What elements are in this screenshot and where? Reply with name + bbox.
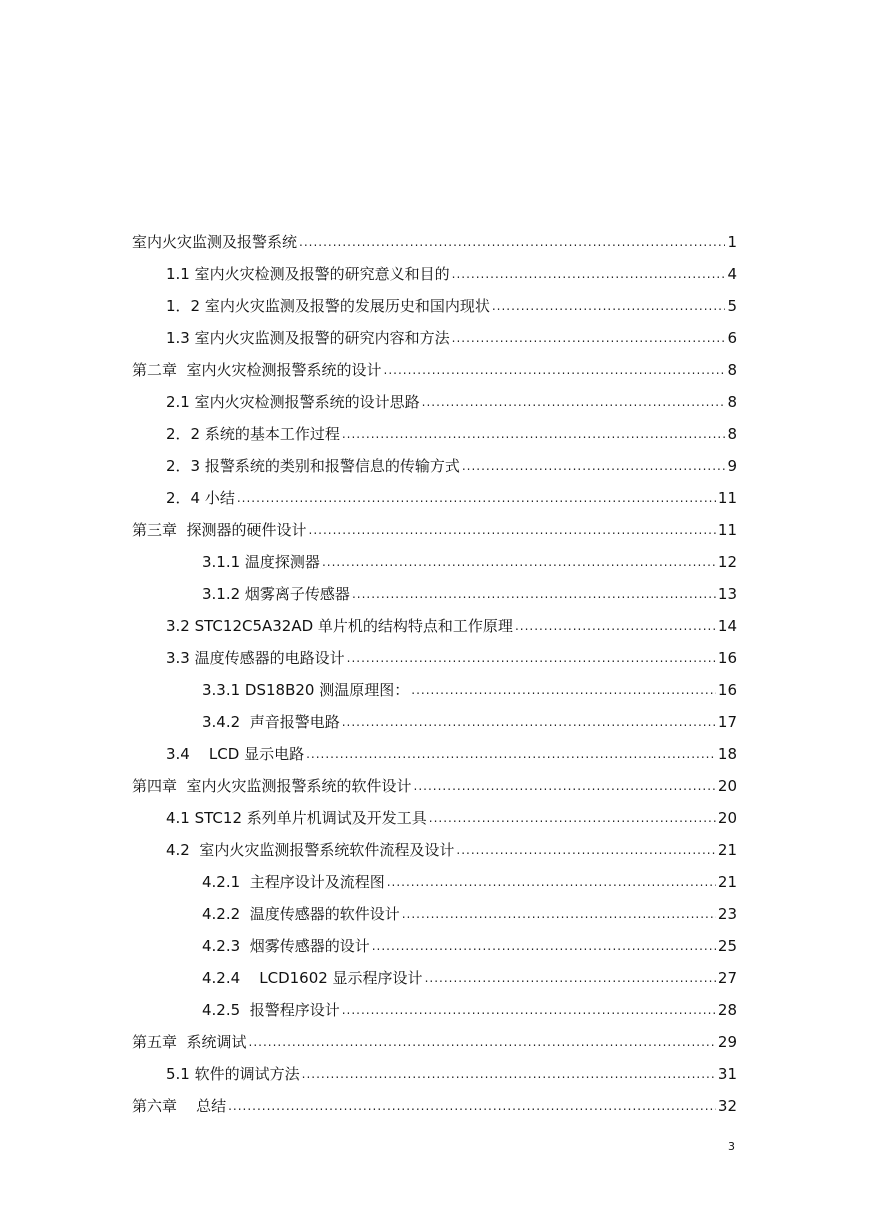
toc-entry[interactable] bbox=[0, 834, 869, 866]
toc-entry[interactable] bbox=[0, 642, 869, 674]
toc-entry-title: 5.1 软件的调试方法 bbox=[166, 1065, 300, 1083]
toc-entry[interactable] bbox=[0, 738, 869, 770]
toc-entry-title: 4.2.3 烟雾传感器的设计 bbox=[202, 937, 370, 955]
toc-dot-leader bbox=[462, 450, 726, 482]
toc-entry-page: 17 bbox=[717, 713, 737, 731]
toc-entry[interactable] bbox=[0, 450, 869, 482]
toc-dot-leader bbox=[347, 642, 716, 674]
toc-entry-page: 20 bbox=[717, 777, 737, 795]
toc-entry[interactable] bbox=[0, 514, 869, 546]
toc-dot-leader bbox=[322, 546, 716, 578]
toc-entry-title: 第五章 系统调试 bbox=[132, 1033, 247, 1051]
toc-dot-leader bbox=[306, 738, 716, 770]
toc-dot-leader bbox=[515, 610, 716, 642]
toc-entry[interactable] bbox=[0, 1058, 869, 1090]
toc-entry[interactable] bbox=[0, 610, 869, 642]
toc-dot-leader bbox=[425, 962, 716, 994]
toc-entry-title: 3.3.1 DS18B20 测温原理图： bbox=[202, 681, 410, 699]
toc-dot-leader bbox=[372, 930, 716, 962]
toc-entry-title: 第三章 探测器的硬件设计 bbox=[132, 521, 307, 539]
toc-entry[interactable] bbox=[0, 418, 869, 450]
toc-entry[interactable] bbox=[0, 1026, 869, 1058]
toc-entry-page: 11 bbox=[717, 489, 737, 507]
toc-dot-leader bbox=[414, 770, 716, 802]
toc-entry-title: 1.1 室内火灾检测及报警的研究意义和目的 bbox=[166, 265, 450, 283]
toc-entry-title: 3.4.2 声音报警电路 bbox=[202, 713, 340, 731]
toc-dot-leader bbox=[402, 898, 716, 930]
toc-entry-page: 31 bbox=[717, 1065, 737, 1083]
toc-entry[interactable] bbox=[0, 866, 869, 898]
toc-entry-title: 第二章 室内火灾检测报警系统的设计 bbox=[132, 361, 382, 379]
toc-dot-leader bbox=[452, 258, 726, 290]
toc-dot-leader bbox=[492, 290, 726, 322]
toc-dot-leader bbox=[352, 578, 716, 610]
toc-entry-title: 4.2.2 温度传感器的软件设计 bbox=[202, 905, 400, 923]
toc-entry-page: 9 bbox=[727, 457, 737, 475]
toc-dot-leader bbox=[249, 1026, 716, 1058]
toc-entry-title: 3.1.1 温度探测器 bbox=[202, 553, 320, 571]
toc-entry-page: 27 bbox=[717, 969, 737, 987]
toc-entry[interactable] bbox=[0, 674, 869, 706]
toc-entry-page: 32 bbox=[717, 1097, 737, 1115]
toc-entry[interactable] bbox=[0, 546, 869, 578]
toc-dot-leader bbox=[456, 834, 716, 866]
toc-entry-title: 1．2 室内火灾监测及报警的发展历史和国内现状 bbox=[166, 297, 490, 315]
toc-entry-page: 18 bbox=[717, 745, 737, 763]
toc-entry-page: 25 bbox=[717, 937, 737, 955]
toc-entry-title: 4.1 STC12 系列单片机调试及开发工具 bbox=[166, 809, 427, 827]
toc-entry-title: 4.2.5 报警程序设计 bbox=[202, 1001, 340, 1019]
toc-entry-title: 3.4 LCD 显示电路 bbox=[166, 745, 305, 763]
page-number: 3 bbox=[728, 1140, 735, 1153]
toc-entry-page: 23 bbox=[717, 905, 737, 923]
toc-entry[interactable] bbox=[0, 898, 869, 930]
toc-entry-page: 8 bbox=[727, 361, 737, 379]
toc-entry-page: 1 bbox=[727, 233, 737, 251]
toc-entry[interactable] bbox=[0, 770, 869, 802]
toc-entry-page: 11 bbox=[717, 521, 737, 539]
toc-entry-title: 1.3 室内火灾监测及报警的研究内容和方法 bbox=[166, 329, 450, 347]
toc-entry[interactable] bbox=[0, 482, 869, 514]
toc-dot-leader bbox=[429, 802, 716, 834]
toc-dot-leader bbox=[302, 1058, 716, 1090]
toc-entry[interactable] bbox=[0, 386, 869, 418]
toc-entry-title: 第四章 室内火灾监测报警系统的软件设计 bbox=[132, 777, 412, 795]
toc-entry-page: 28 bbox=[717, 1001, 737, 1019]
toc-entry-title: 2．2 系统的基本工作过程 bbox=[166, 425, 340, 443]
toc-entry-title: 第六章 总结 bbox=[132, 1097, 227, 1115]
toc-entry-page: 16 bbox=[717, 681, 737, 699]
toc-entry-page: 16 bbox=[717, 649, 737, 667]
toc-entry[interactable] bbox=[0, 578, 869, 610]
toc-dot-leader bbox=[342, 418, 726, 450]
toc-entry-title: 3.3 温度传感器的电路设计 bbox=[166, 649, 345, 667]
toc-dot-leader bbox=[299, 226, 725, 258]
toc-entry-title: 2.1 室内火灾检测报警系统的设计思路 bbox=[166, 393, 420, 411]
toc-entry-title: 4.2.1 主程序设计及流程图 bbox=[202, 873, 385, 891]
toc-entry-title: 3.2 STC12C5A32AD 单片机的结构特点和工作原理 bbox=[166, 617, 513, 635]
toc-entry[interactable] bbox=[0, 1090, 869, 1122]
toc-entry-page: 21 bbox=[717, 873, 737, 891]
toc-entry-title: 4.2 室内火灾监测报警系统软件流程及设计 bbox=[166, 841, 455, 859]
toc-entry-page: 8 bbox=[727, 425, 737, 443]
toc-entry-page: 4 bbox=[727, 265, 737, 283]
toc-entry[interactable] bbox=[0, 962, 869, 994]
toc-dot-leader bbox=[384, 354, 726, 386]
toc-entry-page: 13 bbox=[717, 585, 737, 603]
toc-entry-title: 室内火灾监测及报警系统 bbox=[132, 233, 298, 251]
toc-entry[interactable] bbox=[0, 226, 869, 258]
toc-dot-leader bbox=[237, 482, 716, 514]
toc-entry[interactable] bbox=[0, 994, 869, 1026]
toc-dot-leader bbox=[387, 866, 716, 898]
toc-entry[interactable] bbox=[0, 322, 869, 354]
toc-entry-page: 5 bbox=[727, 297, 737, 315]
toc-entry-page: 29 bbox=[717, 1033, 737, 1051]
toc-entry-page: 6 bbox=[727, 329, 737, 347]
toc-dot-leader bbox=[342, 706, 716, 738]
toc-dot-leader bbox=[452, 322, 726, 354]
toc-entry-title: 3.1.2 烟雾离子传感器 bbox=[202, 585, 350, 603]
toc-entry[interactable] bbox=[0, 930, 869, 962]
toc-entry-title: 4.2.4 LCD1602 显示程序设计 bbox=[202, 969, 423, 987]
toc-entry-title: 2．4 小结 bbox=[166, 489, 235, 507]
toc-dot-leader bbox=[309, 514, 716, 546]
toc-entry-title: 2．3 报警系统的类别和报警信息的传输方式 bbox=[166, 457, 460, 475]
toc-entry[interactable] bbox=[0, 802, 869, 834]
toc-entry-page: 8 bbox=[727, 393, 737, 411]
table-of-contents bbox=[0, 226, 869, 1122]
toc-dot-leader bbox=[342, 994, 716, 1026]
toc-dot-leader bbox=[411, 674, 716, 706]
toc-entry-page: 14 bbox=[717, 617, 737, 635]
toc-entry-page: 21 bbox=[717, 841, 737, 859]
toc-entry[interactable] bbox=[0, 706, 869, 738]
toc-entry[interactable] bbox=[0, 354, 869, 386]
toc-entry-page: 12 bbox=[717, 553, 737, 571]
toc-dot-leader bbox=[422, 386, 726, 418]
toc-entry[interactable] bbox=[0, 258, 869, 290]
toc-dot-leader bbox=[228, 1090, 716, 1122]
toc-entry-page: 20 bbox=[717, 809, 737, 827]
toc-entry[interactable] bbox=[0, 290, 869, 322]
